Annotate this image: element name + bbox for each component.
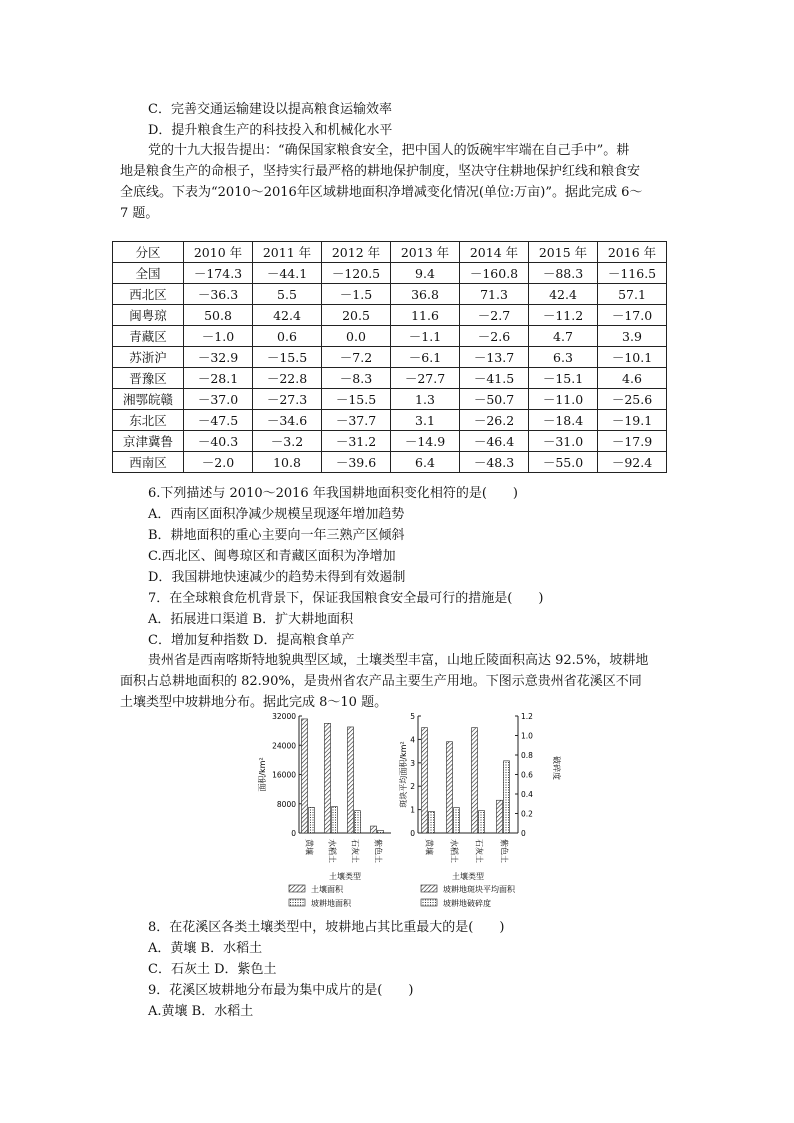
- legend-label: 坡耕地面积: [311, 899, 351, 908]
- bar: [332, 807, 338, 833]
- passage-1: [120, 140, 678, 224]
- category-label: 石灰土: [350, 839, 360, 863]
- value-cell: 4.7: [529, 326, 598, 347]
- passage-1-line: 7 题。: [120, 206, 159, 221]
- passage-2: [120, 650, 678, 713]
- bar: [348, 727, 354, 833]
- y2-tick-label: 1.0: [521, 731, 533, 741]
- value-cell: －39.6: [322, 452, 391, 473]
- value-cell: 0.0: [322, 326, 391, 347]
- table-row: [113, 368, 667, 389]
- value-cell: －31.2: [322, 431, 391, 452]
- value-cell: －11.2: [529, 305, 598, 326]
- bar: [497, 800, 503, 833]
- value-cell: －15.5: [253, 347, 322, 368]
- q7-stem: 7．在全球粮食危机背景下，保证我国粮食安全最可行的措施是( ): [148, 591, 544, 606]
- bar: [302, 719, 308, 833]
- y-tick-label: 2: [410, 782, 415, 792]
- value-cell: －40.3: [184, 431, 253, 452]
- value-cell: －17.0: [598, 305, 667, 326]
- value-cell: 11.6: [391, 305, 460, 326]
- q9-options-ab: A.黄壤 B．水稻土: [148, 1004, 254, 1019]
- y-tick-label: 5: [410, 712, 415, 721]
- category-label: 石灰土: [474, 839, 484, 863]
- y-tick-label: 16000: [272, 770, 296, 780]
- value-cell: 3.1: [391, 410, 460, 431]
- value-cell: －2.7: [460, 305, 529, 326]
- region-cell: 京津冀鲁: [113, 431, 184, 452]
- region-cell: 西南区: [113, 452, 184, 473]
- value-cell: 2016 年: [598, 242, 667, 263]
- value-cell: －17.9: [598, 431, 667, 452]
- q8-options-ab: A．黄壤 B．水稻土: [148, 941, 263, 956]
- value-cell: －46.4: [460, 431, 529, 452]
- passage-2-line: 土壤类型中坡耕地分布。据此完成 8～10 题。: [120, 695, 388, 710]
- value-cell: 42.4: [253, 305, 322, 326]
- value-cell: －37.0: [184, 389, 253, 410]
- table-row: [113, 263, 667, 284]
- category-label: 黄壤: [304, 839, 314, 855]
- chart-legend: [285, 882, 545, 912]
- bar: [454, 808, 460, 833]
- q6-stem: 6.下列描述与 2010～2016 年我国耕地面积变化相符的是( ): [148, 486, 518, 501]
- bar: [378, 830, 384, 833]
- value-cell: 2014 年: [460, 242, 529, 263]
- y-tick-label: 24000: [272, 741, 296, 751]
- y2-tick-label: 0.8: [521, 751, 533, 760]
- region-cell: 湘鄂皖赣: [113, 389, 184, 410]
- region-cell: 东北区: [113, 410, 184, 431]
- y-tick-label: 8000: [276, 799, 296, 809]
- value-cell: －44.1: [253, 263, 322, 284]
- q6-option-d: D．我国耕地快速减少的趋势未得到有效遏制: [148, 570, 406, 585]
- q6-option-c: C.西北区、闽粤琼区和青藏区面积为净增加: [148, 549, 396, 564]
- value-cell: －36.3: [184, 284, 253, 305]
- bar: [504, 761, 510, 833]
- value-cell: －41.5: [460, 368, 529, 389]
- value-cell: －13.7: [460, 347, 529, 368]
- y2-axis-label: 破碎度: [552, 756, 561, 780]
- legend-swatch: [421, 885, 437, 892]
- region-cell: 苏浙沪: [113, 347, 184, 368]
- option-c-line: C．完善交通运输建设以提高粮食运输效率: [148, 102, 392, 117]
- legend-label: 坡耕地破碎度: [443, 899, 491, 908]
- y2-tick-label: 0.4: [521, 790, 533, 799]
- y2-tick-label: 1.2: [521, 712, 533, 721]
- value-cell: －48.3: [460, 452, 529, 473]
- value-cell: 2011 年: [253, 242, 322, 263]
- value-cell: －50.7: [460, 389, 529, 410]
- table-row: [113, 452, 667, 473]
- bar: [429, 812, 435, 833]
- value-cell: －3.2: [253, 431, 322, 452]
- region-cell: 青藏区: [113, 326, 184, 347]
- table-row: [113, 347, 667, 368]
- value-cell: －32.9: [184, 347, 253, 368]
- value-cell: 0.6: [253, 326, 322, 347]
- value-cell: －6.1: [391, 347, 460, 368]
- value-cell: 1.3: [391, 389, 460, 410]
- legend-swatch: [421, 899, 437, 906]
- legend-label: 土壤面积: [311, 885, 343, 894]
- y-axis-label: 面积/km²: [258, 757, 267, 792]
- q8-options-cd: C．石灰土 D．紫色土: [148, 962, 277, 977]
- q6-option-b: B．耕地面积的重心主要向一年三熟产区倾斜: [148, 528, 405, 543]
- table-row: [113, 389, 667, 410]
- table-row: [113, 326, 667, 347]
- bar: [447, 742, 453, 833]
- value-cell: 6.3: [529, 347, 598, 368]
- table-row: [113, 305, 667, 326]
- value-cell: －18.4: [529, 410, 598, 431]
- value-cell: －7.2: [322, 347, 391, 368]
- value-cell: －10.1: [598, 347, 667, 368]
- value-cell: 71.3: [460, 284, 529, 305]
- value-cell: －160.8: [460, 263, 529, 284]
- passage-1-line: 党的十九大报告提出：“确保国家粮食安全，把中国人的饭碗牢牢端在自己手中”。耕: [148, 143, 630, 158]
- value-cell: 20.5: [322, 305, 391, 326]
- value-cell: 2015 年: [529, 242, 598, 263]
- region-cell: 分区: [113, 242, 184, 263]
- value-cell: 42.4: [529, 284, 598, 305]
- legend-swatch: [289, 899, 305, 906]
- q7-options-ab: A．拓展进口渠道 B．扩大耕地面积: [148, 612, 354, 627]
- q7-options-cd: C．增加复种指数 D．提高粮食单产: [148, 633, 355, 648]
- bar: [309, 807, 315, 833]
- value-cell: 50.8: [184, 305, 253, 326]
- y2-tick-label: 0: [521, 829, 526, 838]
- x-axis-label: 土壤类型: [329, 872, 361, 881]
- value-cell: 2010 年: [184, 242, 253, 263]
- y-axis-label: 斑块平均面积/km²: [399, 741, 408, 808]
- value-cell: －92.4: [598, 452, 667, 473]
- table-row: [113, 431, 667, 452]
- value-cell: －1.1: [391, 326, 460, 347]
- category-label: 紫色土: [499, 839, 509, 863]
- region-cell: 西北区: [113, 284, 184, 305]
- farmland-change-table: [112, 241, 667, 473]
- value-cell: －88.3: [529, 263, 598, 284]
- value-cell: 2012 年: [322, 242, 391, 263]
- value-cell: 57.1: [598, 284, 667, 305]
- value-cell: 2013 年: [391, 242, 460, 263]
- value-cell: －174.3: [184, 263, 253, 284]
- q8-stem: 8．在花溪区各类土壤类型中，坡耕地占其比重最大的是( ): [148, 920, 505, 935]
- q6-option-a: A．西南区面积净减少规模呈现逐年增加趋势: [148, 507, 405, 522]
- value-cell: 36.8: [391, 284, 460, 305]
- value-cell: －116.5: [598, 263, 667, 284]
- value-cell: 4.6: [598, 368, 667, 389]
- value-cell: 10.8: [253, 452, 322, 473]
- region-cell: 闽粤琼: [113, 305, 184, 326]
- option-d-line: D．提升粮食生产的科技投入和机械化水平: [148, 123, 393, 138]
- passage-1-line: 地是粮食生产的命根子，坚持实行最严格的耕地保护制度，坚决守住耕地保护红线和粮食安: [120, 164, 641, 179]
- y-tick-label: 0: [410, 829, 415, 838]
- legend-swatch: [289, 885, 305, 892]
- y-tick-label: 0: [291, 829, 296, 838]
- value-cell: －37.7: [322, 410, 391, 431]
- table-row: [113, 284, 667, 305]
- q9-stem: 9．花溪区坡耕地分布最为集中成片的是( ): [148, 983, 414, 998]
- table-header-row: [113, 242, 667, 263]
- value-cell: －19.1: [598, 410, 667, 431]
- passage-2-line: 贵州省是西南喀斯特地貌典型区域，土壤类型丰富，山地丘陵面积高达 92.5%，坡耕地: [148, 653, 649, 668]
- bar: [472, 728, 478, 833]
- bar: [371, 826, 377, 833]
- value-cell: －27.3: [253, 389, 322, 410]
- value-cell: －2.6: [460, 326, 529, 347]
- value-cell: －28.1: [184, 368, 253, 389]
- value-cell: －2.0: [184, 452, 253, 473]
- value-cell: －8.3: [322, 368, 391, 389]
- passage-1-line: 全底线。下表为“2010～2016年区域耕地面积净增减变化情况(单位:万亩)”。据此完成 6～: [120, 185, 643, 200]
- category-label: 水稻土: [327, 839, 337, 863]
- region-cell: 晋豫区: [113, 368, 184, 389]
- value-cell: －1.5: [322, 284, 391, 305]
- y-tick-label: 1: [410, 805, 415, 815]
- value-cell: －25.6: [598, 389, 667, 410]
- bar: [479, 811, 485, 833]
- passage-2-line: 面积占总耕地面积的 82.90%，是贵州省农产品主要生产用地。下图示意贵州省花溪区不同: [120, 674, 642, 689]
- value-cell: －15.1: [529, 368, 598, 389]
- region-cell: 全国: [113, 263, 184, 284]
- value-cell: －15.5: [322, 389, 391, 410]
- category-label: 黄壤: [424, 839, 434, 855]
- value-cell: －22.8: [253, 368, 322, 389]
- value-cell: －14.9: [391, 431, 460, 452]
- x-axis-label: 土壤类型: [452, 872, 484, 881]
- y2-tick-label: 0.6: [521, 770, 533, 780]
- y-tick-label: 4: [410, 735, 415, 745]
- y-tick-label: 3: [410, 758, 415, 768]
- value-cell: 3.9: [598, 326, 667, 347]
- value-cell: －47.5: [184, 410, 253, 431]
- patch-area-chart: [398, 712, 561, 882]
- value-cell: －34.6: [253, 410, 322, 431]
- soil-area-chart: [255, 712, 405, 882]
- category-label: 水稻土: [449, 839, 459, 863]
- y2-tick-label: 0.2: [521, 809, 533, 819]
- value-cell: 5.5: [253, 284, 322, 305]
- value-cell: －120.5: [322, 263, 391, 284]
- bar: [325, 723, 331, 833]
- value-cell: －55.0: [529, 452, 598, 473]
- y-tick-label: 32000: [272, 712, 296, 721]
- value-cell: －26.2: [460, 410, 529, 431]
- value-cell: 9.4: [391, 263, 460, 284]
- value-cell: －31.0: [529, 431, 598, 452]
- legend-label: 坡耕地斑块平均面积: [443, 885, 515, 894]
- value-cell: －1.0: [184, 326, 253, 347]
- value-cell: 6.4: [391, 452, 460, 473]
- bar: [355, 811, 361, 833]
- bar: [422, 728, 428, 833]
- table-row: [113, 410, 667, 431]
- value-cell: －11.0: [529, 389, 598, 410]
- category-label: 紫色土: [373, 839, 383, 863]
- value-cell: －27.7: [391, 368, 460, 389]
